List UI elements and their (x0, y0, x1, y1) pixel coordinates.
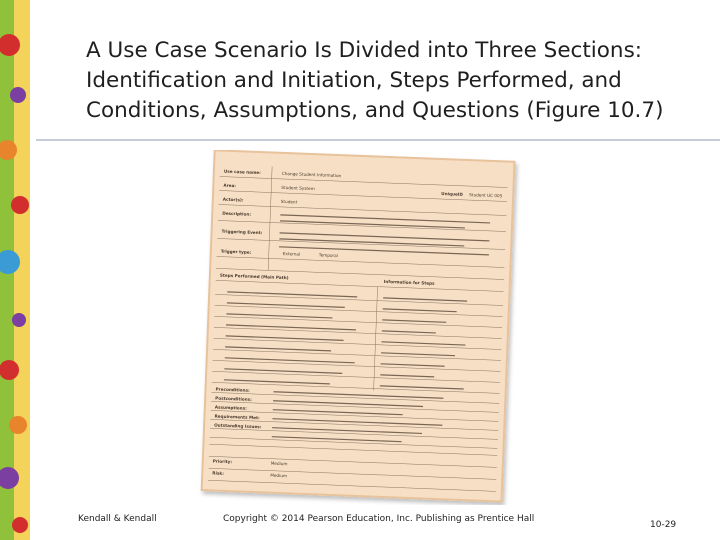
form-label: Requirements Met: (214, 413, 260, 421)
form-value-use-case-name: Change Student Information (281, 170, 342, 179)
form-label: Preconditions: (215, 386, 250, 393)
form-label: Outstanding Issues: (214, 422, 262, 430)
form-value-unique-id: Student UC 005 (469, 192, 503, 199)
form-label-unique-id: UniqueID (441, 191, 463, 197)
decorative-side-strip (0, 0, 30, 540)
form-value-trigger-external: External (282, 250, 301, 257)
form-label: Postconditions: (215, 395, 252, 402)
form-label: Assumptions: (214, 404, 247, 411)
title-divider (36, 139, 720, 141)
form-value-risk: Medium (270, 472, 288, 479)
form-label: Steps Performed (Main Path) (219, 272, 289, 281)
title-line-2: Identification and Initiation, Steps Performed, and (86, 68, 622, 93)
use-case-form-figure (196, 150, 524, 505)
form-value-priority: Medium (270, 460, 288, 467)
footer-copyright: Copyright © 2014 Pearson Education, Inc. Publishing as Prentice Hall (223, 514, 535, 524)
form-value-area: Student System (281, 184, 315, 192)
form-label: Triggering Event: (221, 228, 263, 236)
form-info-header: Information for Steps (383, 278, 435, 286)
form-label: Actor(s): (222, 196, 244, 203)
slide-title (86, 36, 696, 126)
form-label: Area: (223, 182, 237, 189)
form-label: Use case name: (223, 168, 261, 176)
footer-page-number: 10-29 (650, 520, 677, 530)
title-line-3: Conditions, Assumptions, and Questions (Figure 10.7) (86, 98, 664, 123)
form-value-trigger-temporal: Temporal (318, 252, 339, 259)
form-label: Risk: (212, 470, 225, 476)
title-line-1: A Use Case Scenario Is Divided into Three Sections: (86, 38, 643, 63)
form-label: Priority: (212, 458, 233, 465)
footer-left: Kendall & Kendall (78, 514, 157, 524)
form-label: Trigger type: (220, 248, 252, 255)
form-value-actor: Student (280, 198, 298, 205)
form-label: Description: (222, 210, 252, 217)
